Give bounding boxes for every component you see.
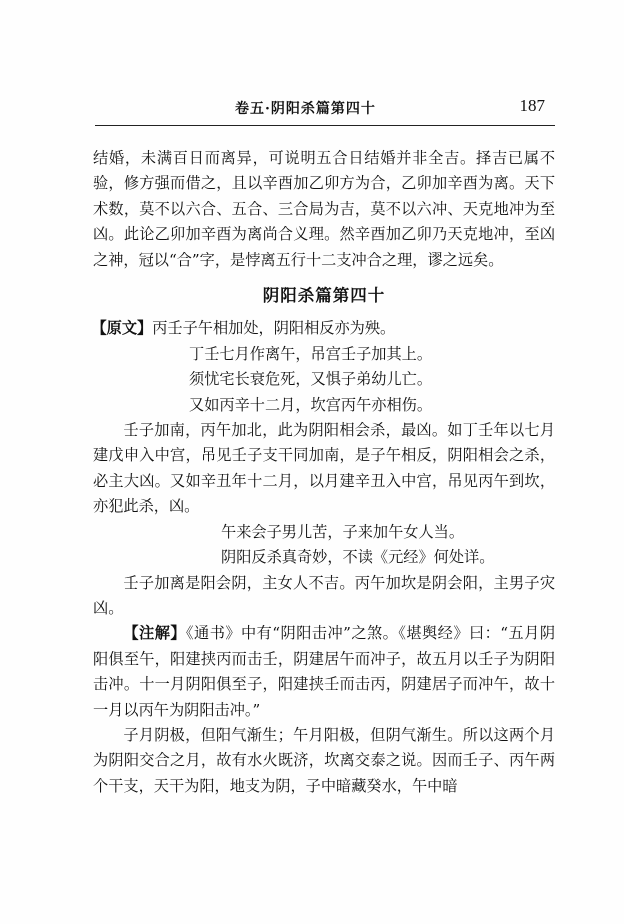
running-header <box>95 96 555 124</box>
yuanwen-line-2: 丁壬七月作离午，吊宫壬子加其上。 <box>189 344 432 363</box>
header-rule <box>95 125 555 126</box>
page-content <box>93 146 555 799</box>
zhujie-text: 《通书》中有“阴阳击冲”之煞。《堪舆经》曰：“五月阴阳俱至午，阳建挟丙而击壬，阴建居午而冲子，故五月以壬子为阴阳击冲。十一月阴阳俱至子，阳建挟壬而击丙，阴建居子而冲午，故十一月以丙午为阴阳击冲。” <box>93 624 556 719</box>
paragraph-intro: 结婚，未满百日而离异，可说明五合日结婚并非全吉。择吉已属不验，修方强而借之，且以辛酉加乙卯方为合，乙卯加辛酉为离。天下术数，莫不以六合、五合、三合局为吉，莫不以六冲、天克地冲为至凶。此论乙卯加辛酉为离尚合义理。然辛酉加乙卯乃天克地冲，至凶之神，冠以“合”字，是悖离五行十二支冲合之理，谬之远矣。 <box>93 149 555 269</box>
zhujie-paragraph <box>93 621 555 723</box>
zhujie-label: 【注解】 <box>123 624 186 643</box>
paragraph-final: 子月阴极，但阳气渐生；午月阳极，但阴气渐生。所以这两个月为阴阳交合之月，故有水火既济，坎离交泰之说。因而壬子、丙午两个干支，天干为阳，地支为阴，子中暗藏癸水，午中暗 <box>93 725 555 795</box>
section-heading: 阴阳杀篇第四十 <box>262 286 386 306</box>
verse-line-2: 阴阳反杀真奇妙，不读《元经》何处详。 <box>221 548 495 567</box>
paragraph-result: 壬子加离是阳会阴，主女人不吉。丙午加坎是阴会阳，主男子灾凶。 <box>93 573 555 617</box>
verse-line-1: 午来会子男儿苦，子来加午女人当。 <box>221 522 464 541</box>
yuanwen-first-line <box>93 316 555 341</box>
yuanwen-line-1: 丙壬子午相加处，阴阳相反亦为殃。 <box>152 319 396 338</box>
header-title: 卷五·阴阳杀篇第四十 <box>235 101 376 117</box>
yuanwen-line-3: 须忧宅长衰危死，又惧子弟幼儿亡。 <box>189 370 432 389</box>
yuanwen-label: 【原文】 <box>91 319 153 338</box>
paragraph-explanation: 壬子加南，丙午加北，此为阴阳相会杀，最凶。如丁壬年以七月建戊申入中宫，吊见壬子支干同加南，是子午相反，阴阳相会之杀，必主大凶。又如辛丑年十二月，以月建辛丑入中宫，吊见丙午到坎，亦犯此杀，凶。 <box>93 421 555 516</box>
page-number: 187 <box>519 96 545 115</box>
yuanwen-line-4: 又如丙辛十二月，坎宫丙午亦相伤。 <box>189 395 432 414</box>
